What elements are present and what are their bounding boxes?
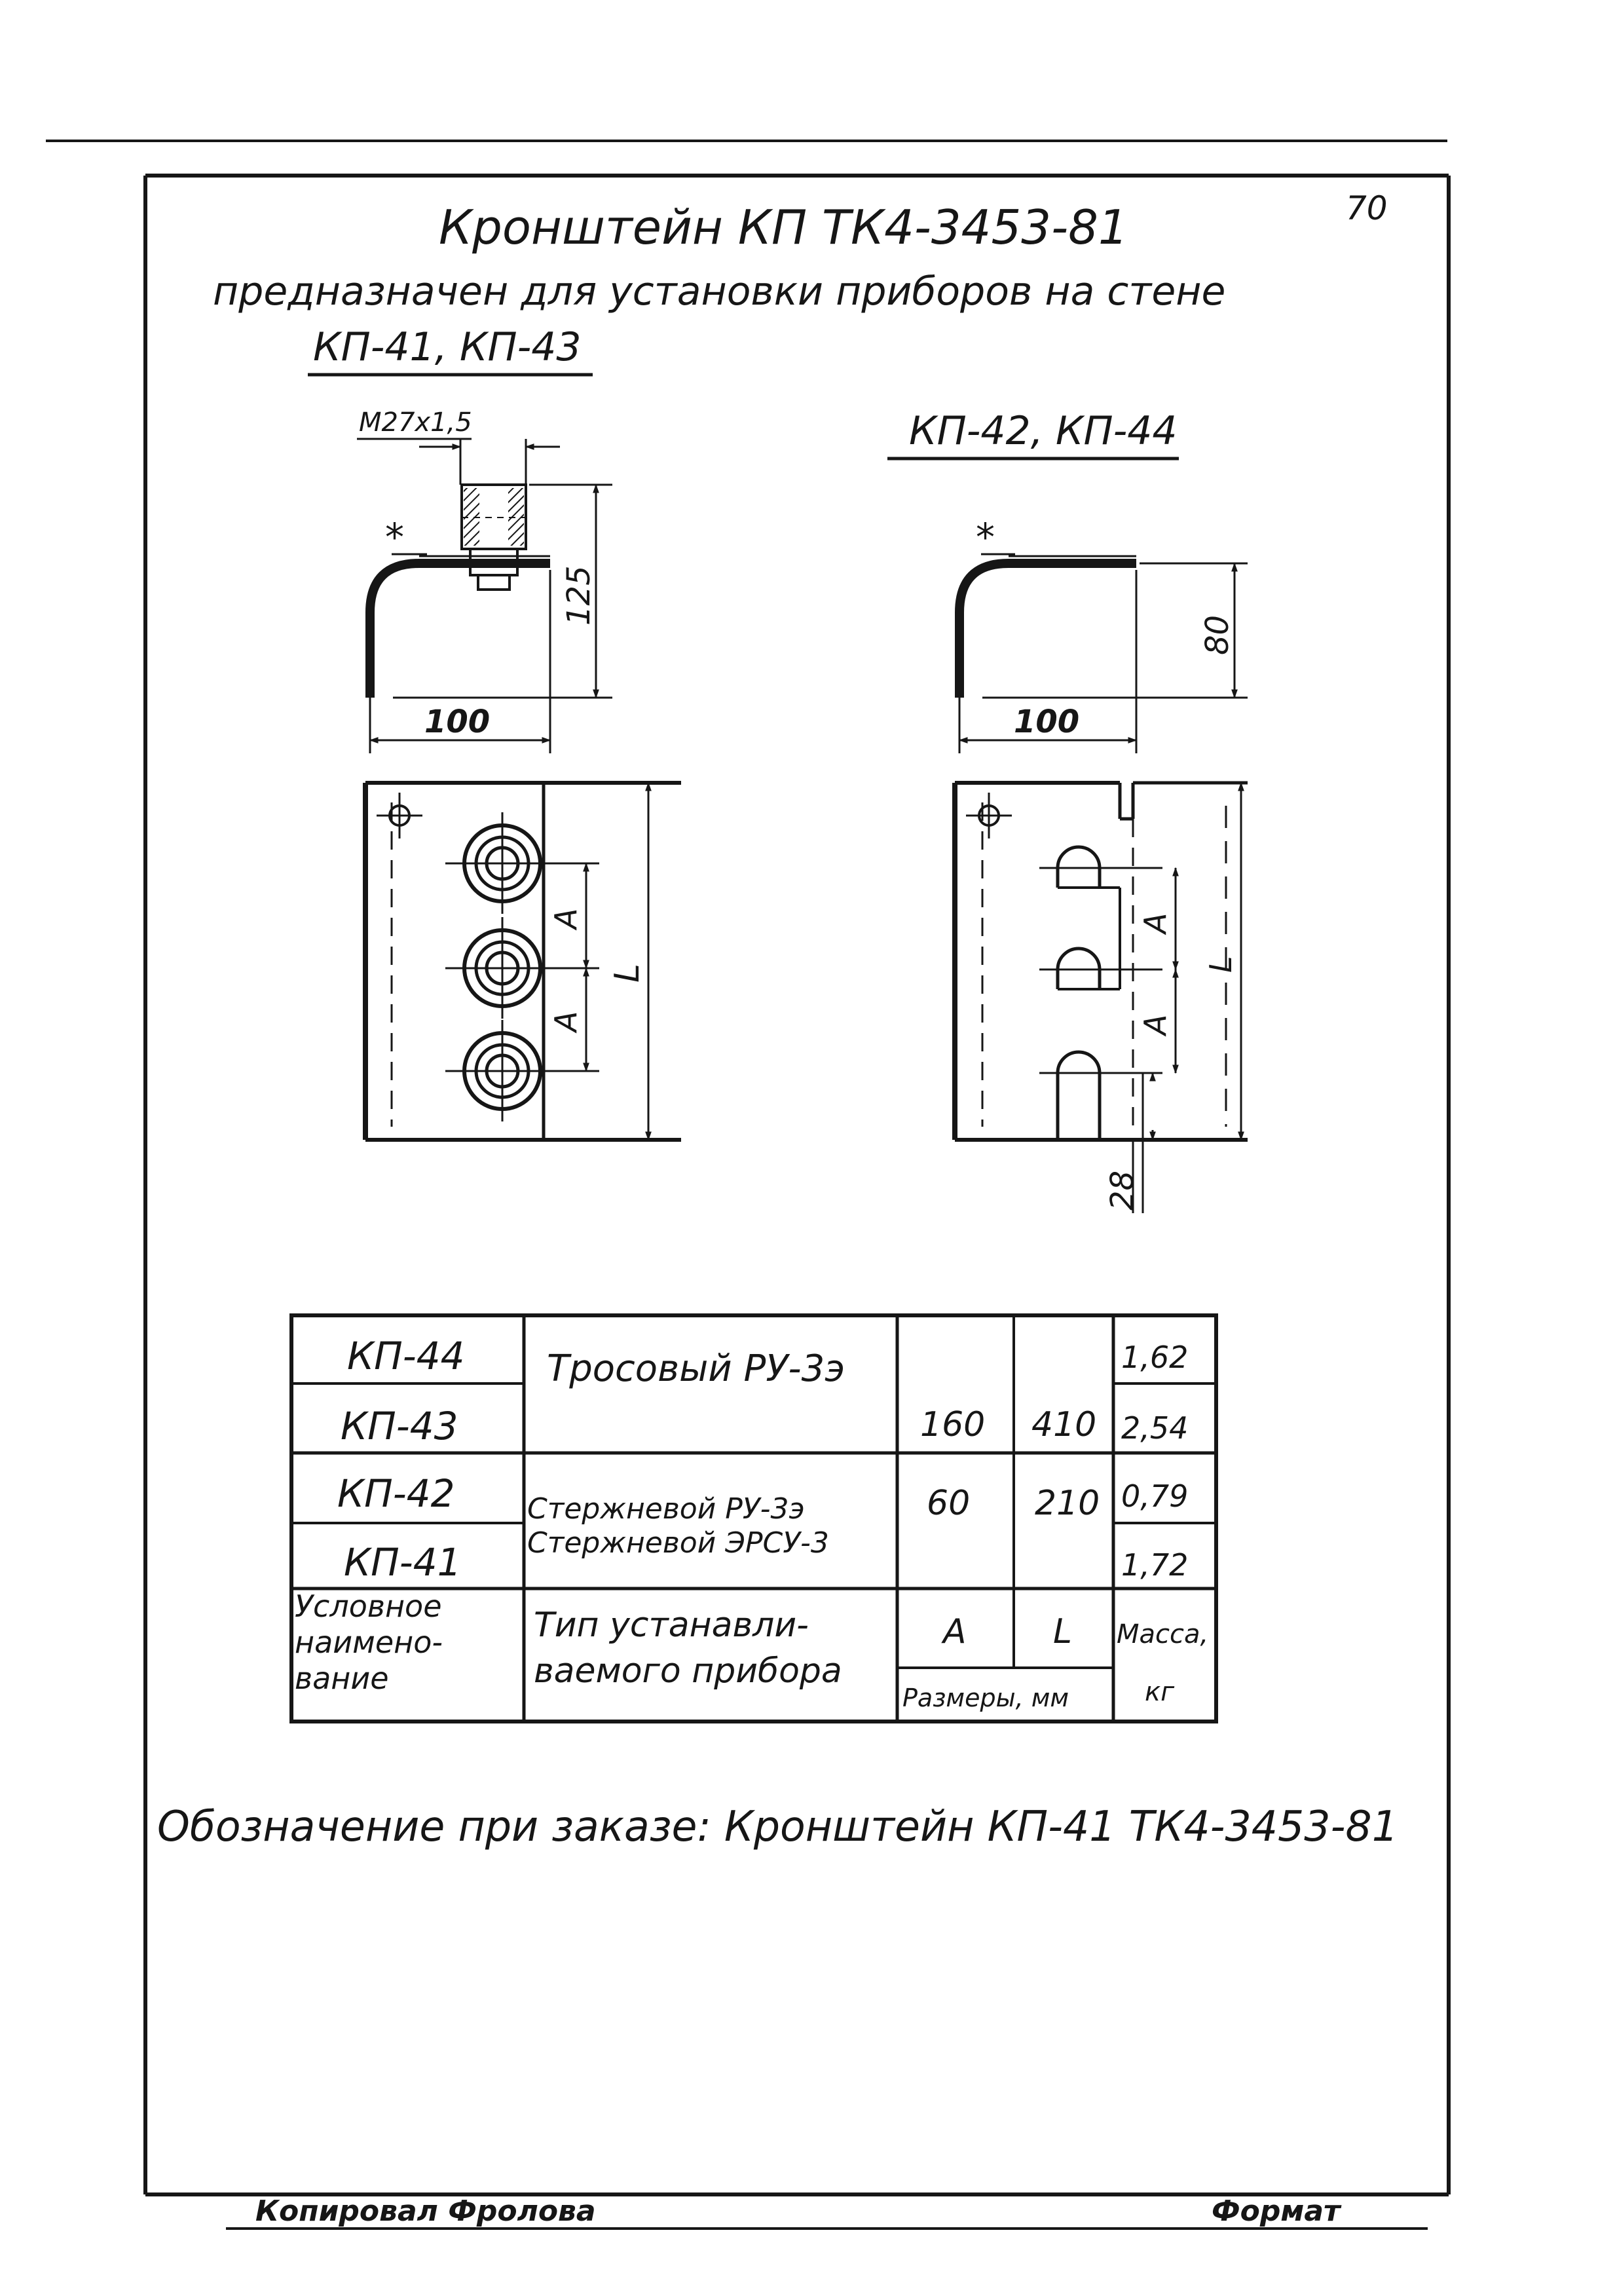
header-mass-2: кг [1145,1677,1175,1707]
header-col-A: A [943,1612,967,1651]
thread-label: M27x1,5 [359,407,472,438]
right-assembly [887,408,1248,1213]
dim-100-right-value: 100 [1014,704,1080,740]
slot-2 [1039,949,1162,989]
slot-3 [1039,1052,1162,1140]
page-subtitle: предназначен для установки приборов на стене [213,269,1226,314]
hole-1 [445,812,599,914]
footer-format: Формат [1212,2194,1341,2228]
right-view-label: КП-42, КП-44 [909,408,1178,454]
dim-100-left-value: 100 [424,704,491,740]
dim-A-left-2: A [548,1011,584,1032]
group-top-A: 160 [920,1405,986,1444]
hole-2 [445,917,599,1019]
right-bracket-profile [959,563,1136,698]
group-top-L: 410 [1031,1405,1097,1444]
dim-80-value: 80 [1199,614,1236,655]
group-bottom-A: 60 [927,1484,971,1523]
row-mass-kp42: 0,79 [1121,1478,1189,1514]
left-assembly [308,324,681,1140]
device-rod-ru: Стержневой РУ-3э [527,1492,805,1526]
dim-L-right-value: L [1203,956,1238,973]
row-name-kp44: КП-44 [347,1334,465,1378]
hole-3 [445,1020,599,1121]
header-name-3: вание [295,1661,389,1696]
page-number: 70 [1346,189,1388,227]
header-name-2: наимено- [295,1625,443,1660]
dim-A-right-1: A [1138,913,1173,933]
header-type-2: ваемого прибора [534,1651,842,1691]
header-dims: Размеры, мм [902,1684,1069,1712]
device-rod-ersu: Стержневой ЭРСУ-3 [527,1526,829,1560]
page-title: Кронштейн КП ТК4-3453-81 [439,200,1128,255]
mounting-nut [462,485,526,590]
header-name-1: Условное [295,1589,442,1624]
left-weld-mark: * [385,515,404,559]
device-rope: Тросовый РУ-3э [547,1347,845,1390]
footer-copied-by: Копировал Фролова [255,2194,596,2228]
right-weld-mark: * [976,515,995,559]
row-mass-kp44: 1,62 [1121,1340,1189,1375]
row-name-kp43: КП-43 [341,1404,458,1448]
order-designation: Обозначение при заказе: Кронштейн КП-41 ТК4-3453-81 [157,1803,1398,1851]
dim-A-right-2: A [1138,1014,1173,1035]
row-name-kp41: КП-41 [344,1540,462,1585]
table-rows [337,1334,1188,1585]
header-col-L: L [1053,1612,1072,1651]
row-name-kp42: КП-42 [337,1471,455,1516]
dim-L-left-value: L [608,964,647,983]
header-type-1: Тип устанавли- [534,1606,809,1645]
row-mass-kp41: 1,72 [1121,1547,1189,1583]
left-view-label: КП-41, КП-43 [313,324,582,370]
table-header [295,1589,1208,1712]
group-bottom-L: 210 [1035,1484,1100,1523]
header-mass-1: Масса, [1117,1619,1209,1649]
dim-125-value: 125 [561,565,597,626]
sheet-frame [46,141,1449,2229]
mounting-slots [1039,847,1162,1140]
left-bracket-profile [370,563,550,698]
dim-28-value: 28 [1104,1170,1141,1211]
row-mass-kp43: 2,54 [1121,1410,1189,1446]
thread-dimension [419,439,560,485]
dim-A-left-1: A [548,908,584,929]
slot-1 [1039,847,1162,888]
mounting-holes [445,812,599,1121]
